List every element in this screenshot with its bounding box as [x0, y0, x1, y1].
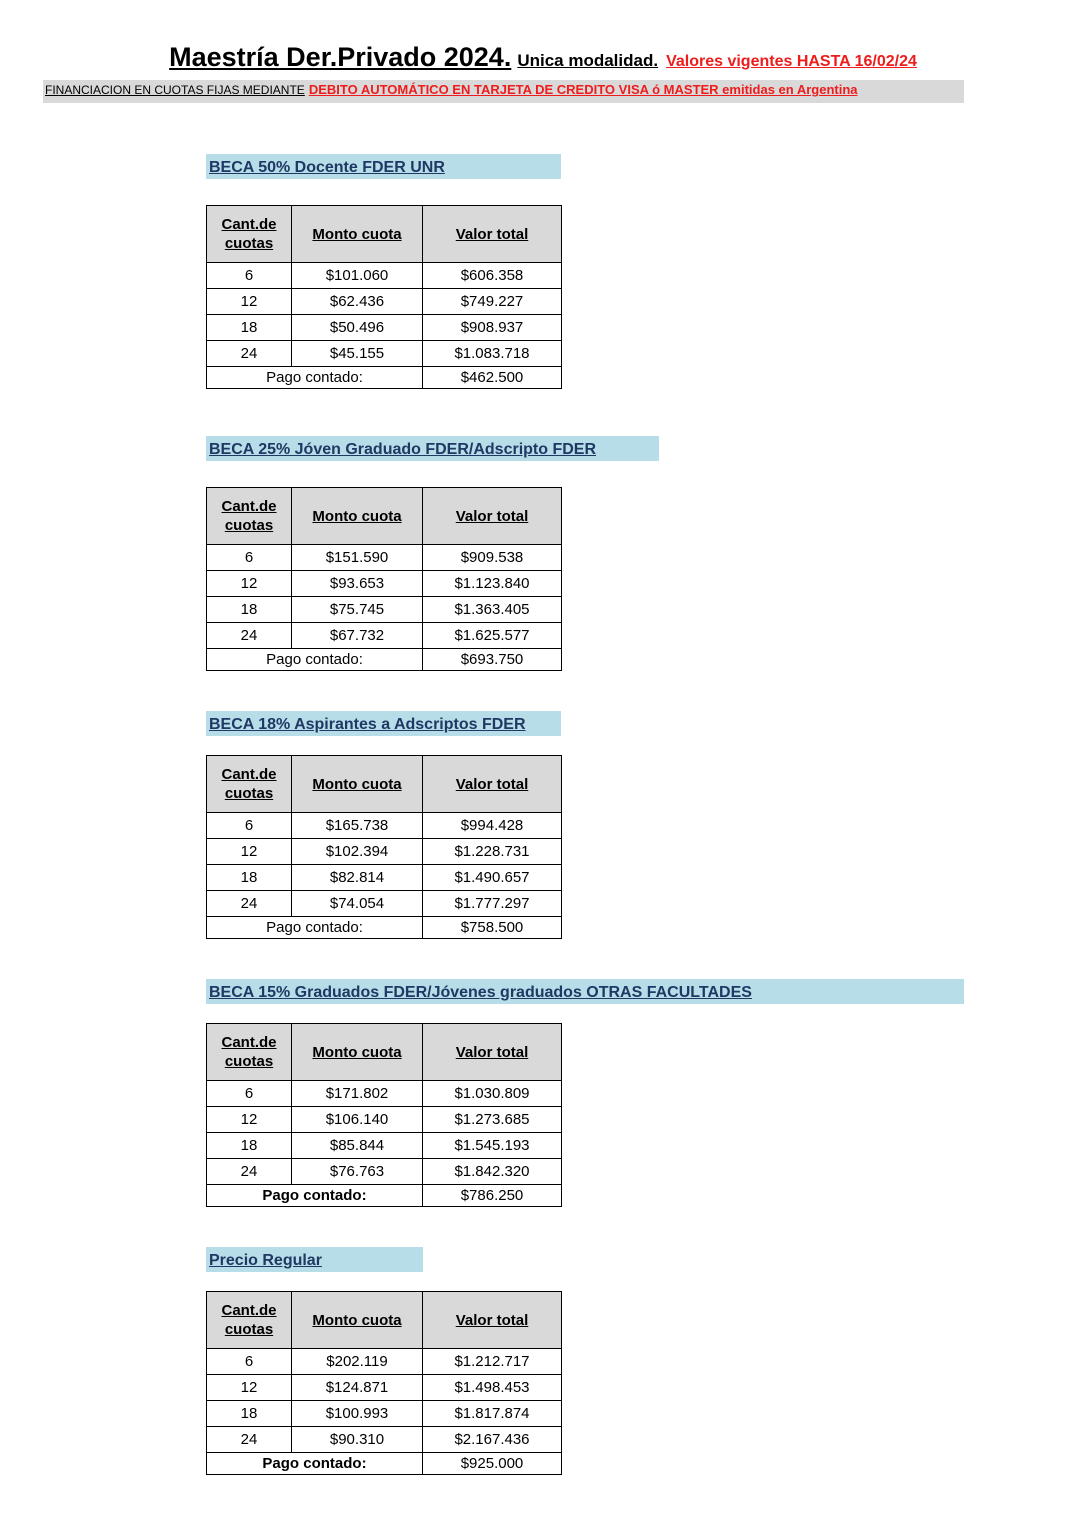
cash-payment-value: $462.500	[423, 367, 562, 389]
table-row	[207, 813, 562, 839]
col-installments: Cant.de cuotas	[207, 488, 292, 545]
cash-payment-row	[207, 917, 562, 939]
cash-payment-label: Pago contado:	[207, 367, 423, 389]
amount-cell: $76.763	[292, 1159, 423, 1185]
table-row	[207, 289, 562, 315]
amount-cell: $124.871	[292, 1375, 423, 1401]
table-row	[207, 1427, 562, 1453]
installments-cell: 18	[207, 1401, 292, 1427]
section-title: BECA 15% Graduados FDER/Jóvenes graduados OTRAS FACULTADES	[209, 984, 752, 1001]
installments-cell: 12	[207, 289, 292, 315]
section-heading-beca-50	[206, 154, 561, 179]
installments-cell: 24	[207, 623, 292, 649]
cash-payment-row	[207, 1453, 562, 1475]
installments-cell: 6	[207, 545, 292, 571]
amount-cell: $202.119	[292, 1349, 423, 1375]
cash-payment-label: Pago contado:	[207, 1453, 423, 1475]
col-total: Valor total	[423, 756, 562, 813]
total-cell: $1.817.874	[423, 1401, 562, 1427]
amount-cell: $101.060	[292, 263, 423, 289]
col-installments: Cant.de cuotas	[207, 1292, 292, 1349]
installments-cell: 24	[207, 1159, 292, 1185]
table-row	[207, 891, 562, 917]
total-cell: $1.363.405	[423, 597, 562, 623]
table-row	[207, 1133, 562, 1159]
document-title: Maestría Der.Privado 2024.	[169, 42, 512, 72]
cash-payment-row	[207, 367, 562, 389]
table-row	[207, 1107, 562, 1133]
total-cell: $1.228.731	[423, 839, 562, 865]
price-table-beca-50	[206, 205, 562, 389]
section-heading-regular-price	[206, 1247, 423, 1272]
installments-cell: 24	[207, 341, 292, 367]
table-row	[207, 571, 562, 597]
modality-label: Unica modalidad.	[517, 51, 659, 70]
amount-cell: $75.745	[292, 597, 423, 623]
total-cell: $1.777.297	[423, 891, 562, 917]
installments-cell: 18	[207, 865, 292, 891]
section-heading-beca-18	[206, 711, 561, 736]
cash-payment-row	[207, 1185, 562, 1207]
total-cell: $909.538	[423, 545, 562, 571]
table-row	[207, 1349, 562, 1375]
total-cell: $1.545.193	[423, 1133, 562, 1159]
installments-cell: 18	[207, 315, 292, 341]
section-title: Precio Regular	[209, 1252, 322, 1269]
validity-note: Valores vigentes HASTA 16/02/24	[666, 53, 917, 70]
financing-highlight: DEBITO AUTOMÁTICO EN TARJETA DE CREDITO VISA ó MASTER emitidas en Argentina	[308, 82, 858, 97]
amount-cell: $102.394	[292, 839, 423, 865]
amount-cell: $74.054	[292, 891, 423, 917]
installments-cell: 24	[207, 891, 292, 917]
table-row	[207, 1159, 562, 1185]
cash-payment-value: $786.250	[423, 1185, 562, 1207]
table-row	[207, 1081, 562, 1107]
amount-cell: $90.310	[292, 1427, 423, 1453]
amount-cell: $93.653	[292, 571, 423, 597]
financing-banner	[43, 80, 964, 103]
cash-payment-value: $693.750	[423, 649, 562, 671]
total-cell: $1.625.577	[423, 623, 562, 649]
amount-cell: $151.590	[292, 545, 423, 571]
col-installments: Cant.de cuotas	[207, 206, 292, 263]
total-cell: $1.498.453	[423, 1375, 562, 1401]
installments-cell: 12	[207, 839, 292, 865]
amount-cell: $165.738	[292, 813, 423, 839]
total-cell: $1.083.718	[423, 341, 562, 367]
col-total: Valor total	[423, 488, 562, 545]
table-row	[207, 597, 562, 623]
installments-cell: 12	[207, 571, 292, 597]
installments-cell: 6	[207, 813, 292, 839]
price-table-beca-15	[206, 1023, 562, 1207]
col-installments: Cant.de cuotas	[207, 1024, 292, 1081]
section-heading-beca-15	[206, 979, 964, 1004]
installments-cell: 6	[207, 263, 292, 289]
table-row	[207, 545, 562, 571]
section-title: BECA 25% Jóven Graduado FDER/Adscripto FDER	[209, 441, 597, 458]
installments-cell: 18	[207, 1133, 292, 1159]
price-table-beca-25	[206, 487, 562, 671]
table-row	[207, 341, 562, 367]
price-table-beca-18	[206, 755, 562, 939]
col-amount: Monto cuota	[292, 1292, 423, 1349]
total-cell: $1.273.685	[423, 1107, 562, 1133]
table-row	[207, 315, 562, 341]
col-amount: Monto cuota	[292, 488, 423, 545]
cash-payment-value: $925.000	[423, 1453, 562, 1475]
amount-cell: $106.140	[292, 1107, 423, 1133]
cash-payment-row	[207, 649, 562, 671]
table-row	[207, 263, 562, 289]
total-cell: $1.212.717	[423, 1349, 562, 1375]
amount-cell: $62.436	[292, 289, 423, 315]
table-header-row	[207, 206, 562, 263]
col-amount: Monto cuota	[292, 756, 423, 813]
amount-cell: $50.496	[292, 315, 423, 341]
cash-payment-label: Pago contado:	[207, 649, 423, 671]
col-installments: Cant.de cuotas	[207, 756, 292, 813]
price-table-regular	[206, 1291, 562, 1475]
total-cell: $1.490.657	[423, 865, 562, 891]
section-title: BECA 50% Docente FDER UNR	[209, 159, 445, 176]
total-cell: $1.030.809	[423, 1081, 562, 1107]
amount-cell: $82.814	[292, 865, 423, 891]
total-cell: $994.428	[423, 813, 562, 839]
total-cell: $2.167.436	[423, 1427, 562, 1453]
table-row	[207, 1401, 562, 1427]
table-header-row	[207, 1292, 562, 1349]
cash-payment-label: Pago contado:	[207, 917, 423, 939]
amount-cell: $85.844	[292, 1133, 423, 1159]
total-cell: $1.842.320	[423, 1159, 562, 1185]
table-header-row	[207, 756, 562, 813]
table-row	[207, 865, 562, 891]
amount-cell: $67.732	[292, 623, 423, 649]
section-title: BECA 18% Aspirantes a Adscriptos FDER	[209, 716, 526, 733]
col-total: Valor total	[423, 1024, 562, 1081]
col-amount: Monto cuota	[292, 206, 423, 263]
total-cell: $606.358	[423, 263, 562, 289]
table-row	[207, 1375, 562, 1401]
installments-cell: 18	[207, 597, 292, 623]
amount-cell: $171.802	[292, 1081, 423, 1107]
amount-cell: $45.155	[292, 341, 423, 367]
cash-payment-value: $758.500	[423, 917, 562, 939]
installments-cell: 12	[207, 1375, 292, 1401]
section-heading-beca-25	[206, 436, 659, 461]
page-title	[0, 42, 1086, 73]
financing-prefix: FINANCIACION EN CUOTAS FIJAS MEDIANTE	[45, 83, 305, 97]
col-total: Valor total	[423, 1292, 562, 1349]
col-amount: Monto cuota	[292, 1024, 423, 1081]
amount-cell: $100.993	[292, 1401, 423, 1427]
total-cell: $749.227	[423, 289, 562, 315]
col-total: Valor total	[423, 206, 562, 263]
installments-cell: 6	[207, 1081, 292, 1107]
total-cell: $1.123.840	[423, 571, 562, 597]
installments-cell: 12	[207, 1107, 292, 1133]
cash-payment-label: Pago contado:	[207, 1185, 423, 1207]
table-row	[207, 623, 562, 649]
installments-cell: 6	[207, 1349, 292, 1375]
table-header-row	[207, 1024, 562, 1081]
table-row	[207, 839, 562, 865]
table-header-row	[207, 488, 562, 545]
installments-cell: 24	[207, 1427, 292, 1453]
total-cell: $908.937	[423, 315, 562, 341]
